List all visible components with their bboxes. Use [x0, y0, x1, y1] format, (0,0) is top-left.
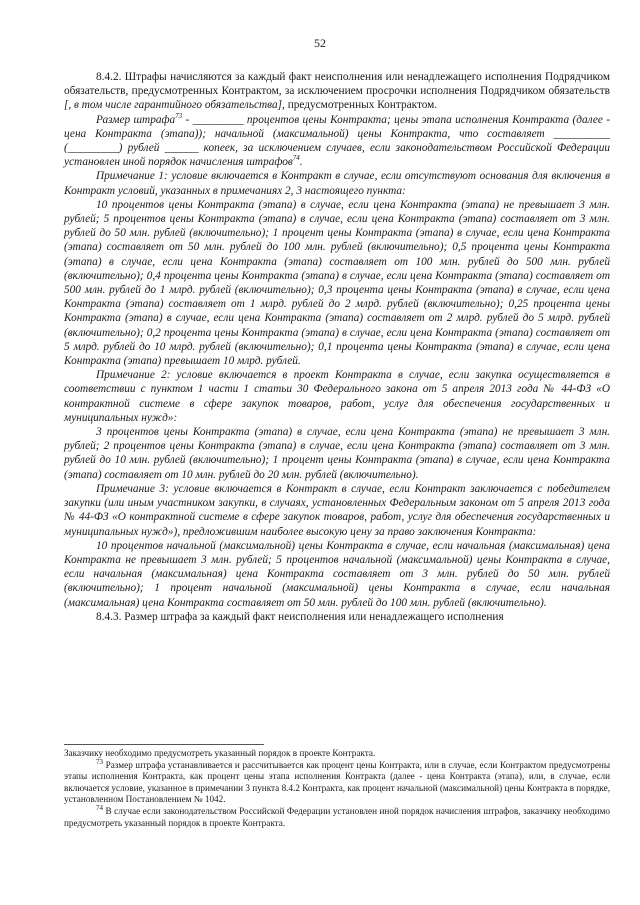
footnote-ref-73: 73: [175, 111, 183, 120]
footnote-continuation: Заказчику необходимо предусмотреть указанный порядок в проекте Контракта.: [64, 748, 376, 758]
document-body: [64, 70, 610, 624]
footnote-74: $^{74}$ В случае если законодательством Российской Федерации установлен иной порядок начисления штрафов, заказчику необходимо предусмотреть указанный порядок в проекте Контракта.: [64, 803, 610, 828]
note-1: Примечание 1: условие включается в Контракт в случае, если отсутствуют основания для включения в Контракт условий, указанных в примечаниях 2, 3 настоящего пункта:: [64, 170, 610, 197]
footnotes: [64, 748, 610, 829]
footnote-ref-74: 74: [292, 154, 300, 163]
footnote-separator: [64, 744, 264, 745]
page-number: 52: [314, 36, 326, 50]
note-3: Примечание 3: условие включается в Контракт в случае, если Контракт заключается с победителем закупки (или иным участником закупки, в случаях, установленных Федеральным законом от 5 апреля 2013 года № 44-ФЗ «О контрактной системе в сфере закупок товаров, работ, услуг для обеспечения государственных и муниципальных нужд»), предложившим наиболее высокую цену за право заключения Контракта:: [64, 482, 610, 538]
footnote-73: $^{73}$ Размер штрафа устанавливается и рассчитывается как процент цены Контракта, или в случае, если Контрактом предусмотрены этапы исполнения Контракта, как процент цены этапа исполнения Контракта (далее - цена Контракта (этапа), или, в случае, если включается условие, указанное в примечании 3 пункта 8.4.2 Контракта, как процент начальной (максимальной) цены Контракта в порядке, установленном Постановлением № 1042.: [64, 757, 610, 805]
note-2-body: 3 процентов цены Контракта (этапа) в случае, если цена Контракта (этапа) не превышает 3 млн. рублей; 2 процентов цены Контракта (этапа) в случае, если цена Контракта (этапа) составляет от 3 млн. рублей до 10 млн. рублей (включительно); 1 процент цены Контракта (этапа) в случае, если цена Контракта (этапа) составляет от 10 млн. рублей до 20 млн. рублей (включительно).: [64, 426, 610, 481]
paragraph-8-4-2: 8.4.2. Штрафы начисляются за каждый факт неисполнения или ненадлежащего исполнения Подрядчиком обязательств, предусмотренных Контрактом, за исключением просрочки исполнения Подрядчиком обязательств [, в том числе гарантийного обязательства], предусмотренных Контрактом.: [64, 71, 610, 112]
penalty-size-paragraph: Размер штрафа$^{73}$ - _________ процентов цены Контракта; цены этапа исполнения Контракта (далее - цена Контракта (этапа)); начальной (максимальной) цены Контракта, что составляет __________ (_________) рублей ______ копеек, за исключением случаев, если законодательством Российской Федерации установлен иной порядок начисления штрафов$^{74}$.: [64, 111, 610, 169]
note-2: Примечание 2: условие включается в проект Контракта в случае, если закупка осуществляется в соответствии с пунктом 1 части 1 статьи 30 Федерального закона от 5 апреля 2013 года № 44-ФЗ «О контрактной системе в сфере закупок товаров, работ, услуг для обеспечения государственных и муниципальных нужд»:: [64, 369, 610, 424]
note-3-body: 10 процентов начальной (максимальной) цены Контракта в случае, если начальная (максимальная) цена Контракта не превышает 3 млн. рублей; 5 процентов начальной (максимальной) цены Контракта в случае, если начальная (максимальная) цена Контракта составляет от 3 млн. рублей до 50 млн. рублей (включительно); 1 процент начальной (максимальной) цены Контракта в случае, если начальная (максимальная) цена Контракта составляет от 50 млн. рублей до 100 млн. рублей (включительно).: [64, 539, 610, 609]
paragraph-8-4-3: 8.4.3. Размер штрафа за каждый факт неисполнения или ненадлежащего исполнения: [96, 610, 504, 623]
note-1-body: 10 процентов цены Контракта (этапа) в случае, если цена Контракта (этапа) не превышает 3 млн. рублей; 5 процентов цены Контракта (этапа) в случае, если цена Контракта (этапа) составляет от 3 млн. рублей до 50 млн. рублей (включительно); 1 процент цены Контракта (этапа) в случае, если цена Контракта (этапа) составляет от 50 млн. рублей до 100 млн. рублей (включительно); 0,5 процента цены Контракта (этапа) в случае, если цена Контракта (этапа) составляет от 100 млн. рублей до 500 млн. рублей (включительно); 0,4 процента цены Контракта (этапа) в случае, если цена Контракта (этапа) составляет от 500 млн. рублей до 1 млрд. рублей (включительно); 0,3 процента цены Контракта (этапа) в случае, если цена Контракта (этапа) составляет от 1 млрд. рублей до 2 млрд. рублей (включительно); 0,25 процента цены Контракта (этапа) в случае, если цена Контракта (этапа) составляет от 2 млрд. рублей до 5 млрд. рублей (включительно); 0,2 процента цены Контракта (этапа) в случае, если цена Контракта (этапа) составляет от 5 млрд. рублей до 10 млрд. рублей (включительно); 0,1 процента цены Контракта (этапа) в случае, если цена Контракта (этапа) превышает 10 млрд. рублей.: [64, 198, 610, 368]
